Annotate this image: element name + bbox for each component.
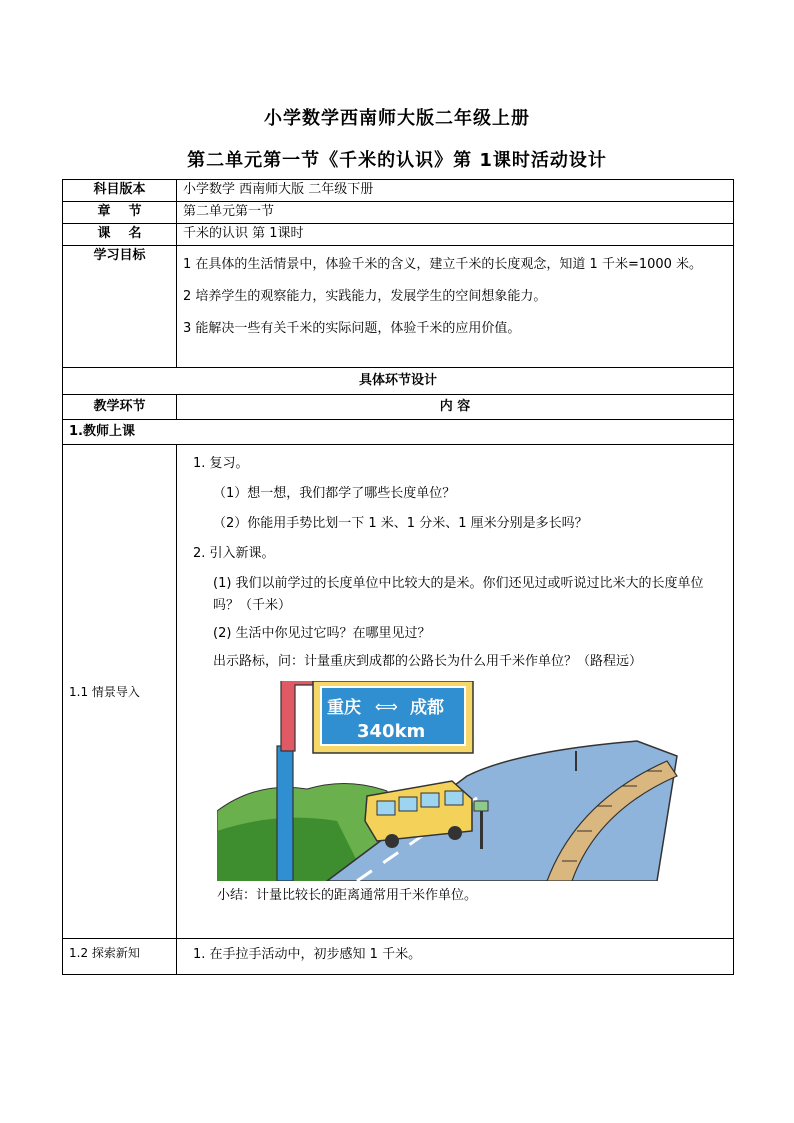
column-content-header: 内 容 bbox=[177, 395, 734, 420]
sign-to-text: 成都 bbox=[410, 698, 444, 718]
goals-cell bbox=[177, 246, 734, 368]
content-line: 2. 引入新课。 bbox=[193, 546, 275, 561]
content-line: (2) 生活中你见过它吗？在哪里见过？ bbox=[213, 626, 431, 641]
part-heading: 1.教师上课 bbox=[63, 420, 734, 445]
subject-label: 科目版本 bbox=[63, 180, 177, 202]
content-line: （1）想一想，我们都学了哪些长度单位？ bbox=[213, 486, 456, 501]
goal-item: 3 能解决一些有关千米的实际问题，体验千米的应用价值。 bbox=[183, 321, 521, 336]
content-line: （2）你能用手势比划一下 1 米、1 分米、1 厘米分别是多长吗？ bbox=[213, 516, 588, 531]
goal-item: 1 在具体的生活情景中，体验千米的含义，建立千米的长度观念，知道 1 千米=1000 米。 bbox=[183, 257, 703, 272]
stage-1-1-label: 1.1 情景导入 bbox=[63, 445, 177, 939]
chapter-label: 章 节 bbox=[63, 202, 177, 224]
road-sign-illustration bbox=[217, 681, 687, 881]
content-line: 出示路标，问：计量重庆到成都的公路长为什么用千米作单位？（路程远） bbox=[213, 654, 643, 669]
lesson-plan-table bbox=[62, 179, 734, 975]
lesson-value: 千米的认识 第 1课时 bbox=[177, 224, 734, 246]
stage-1-1-content bbox=[177, 445, 734, 939]
document-title: 小学数学西南师大版二年级上册 bbox=[264, 108, 530, 129]
column-stage-header: 教学环节 bbox=[63, 395, 177, 420]
chapter-value: 第二单元第一节 bbox=[177, 202, 734, 224]
lesson-label: 课 名 bbox=[63, 224, 177, 246]
summary-line: 小结：计量比较长的距离通常用千米作单位。 bbox=[217, 888, 478, 903]
section-header: 具体环节设计 bbox=[63, 368, 734, 395]
content-line: (1) 我们以前学过的长度单位中比较大的是米。你们还见过或听说过比米大的长度单位吗？（千米） bbox=[213, 576, 704, 613]
stage-1-2-label: 1.2 探索新知 bbox=[63, 939, 177, 975]
sign-distance-text: 340km bbox=[357, 721, 426, 742]
goal-item: 2 培养学生的观察能力，实践能力，发展学生的空间想象能力。 bbox=[183, 289, 547, 304]
content-line: 1. 复习。 bbox=[193, 456, 249, 471]
goals-label: 学习目标 bbox=[63, 246, 177, 368]
document-subtitle: 第二单元第一节《千米的认识》第 1课时活动设计 bbox=[187, 150, 607, 171]
sign-from-text: 重庆 bbox=[327, 698, 361, 718]
subject-value: 小学数学 西南师大版 二年级下册 bbox=[177, 180, 734, 202]
sign-arrow-icon: ⟺ bbox=[375, 697, 398, 716]
stage-1-2-content: 1. 在手拉手活动中，初步感知 1 千米。 bbox=[177, 939, 734, 975]
